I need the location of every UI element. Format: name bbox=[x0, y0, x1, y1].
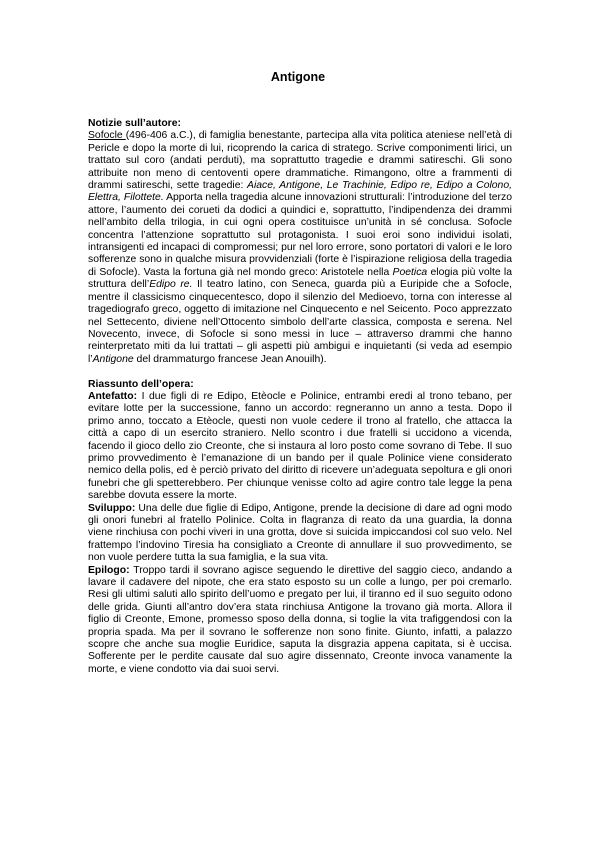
author-name-link[interactable]: Sofocle bbox=[88, 130, 126, 142]
author-paragraph bbox=[88, 130, 512, 366]
epilogo-paragraph bbox=[88, 565, 512, 677]
sviluppo-paragraph bbox=[88, 503, 512, 565]
author-text-e: del drammaturgo francese Jean Anouilh). bbox=[133, 353, 327, 365]
works-list: Aiace, Antigone, Le Trachinie, Edipo re, Edipo a Colono, Elettra, Filottete. bbox=[88, 180, 512, 204]
author-text-c: elogia più volte la struttura dell’ bbox=[88, 266, 512, 291]
summary-heading: Riassunto dell’opera: bbox=[88, 378, 194, 390]
author-heading: Notizie sull’autore: bbox=[88, 118, 181, 129]
section-gap bbox=[88, 366, 512, 378]
poetica-title: Poetica bbox=[392, 266, 428, 278]
antefatto-text: I due figli di re Edipo, Etèocle e Polinice, entrambi eredi al trono tebano, per evitare lotte per la successione, fanno un accordo: regneranno un anno a testa. Dopo il primo anno, toccato a Etèocle, questi non vuole cedere il trono al fratello, che attacca la città a capo di un esercito straniero. Nello scontro i due fratelli si uccidono a vicenda, facendo il gioco dello zio Creonte, che si instaura al loro posto come sovrano di Tebe. Il suo primo provvedimento è l’emanazione di un bando per il quale Polinice viene considerato nemico della polis, ed è perciò privato del diritto di ricevere un’adeguata sepoltura e gli onori funebri che gli spetterebbero. Per chiunque venisse colto ad agire contro tale legge la pena sarebbe dovuta essere la morte. bbox=[88, 390, 512, 502]
document-title: Antigone bbox=[270, 70, 326, 84]
antefatto-label: Antefatto: bbox=[88, 390, 138, 402]
epilogo-text: Troppo tardi il sovrano agisce seguendo le direttive del saggio cieco, andando a lavare il cadavere del nipote, che era stato esposto su un colle a lungo, per poi cremarlo. Resi gli ultimi saluti allo spirito dell’uomo e pregato per lui, il tiranno ed il suo seguito odono delle grida. Giunti all’antro dov’era stata rinchiusa Antigone la trovano già morta. Allora il figlio di Creonte, Emone, promesso sposo della donna, si toglie la vita trafiggendosi con la propria spada. Ma per il sovrano le sofferenze non sono finite. Giunto, infatti, a palazzo scopre che anche sua moglie Euridice, saputa la disgrazia appena capitata, si è uccisa. Sofferente per le perdite causate dal suo agire dissennato, Creonte invoca vanamente la morte, e viene condotto via dai suoi servi. bbox=[88, 564, 512, 675]
author-text-d: Il teatro latino, con Seneca, guarda più a Euripide che a Sofocle, mentre il classicismo cinquecentesco, dopo il silenzio del Medioevo, torna con interesse al tragediografo greco, oggetto di imitazione nel Cinquecento e nel Seicento. Poco apprezzato nel Settecento, diviene nell’Ottocento simbolo dell’arte classica, composta e serena. Nel Novecento, invece, di Sofocle si sono messi in luce – attraverso drammi che hanno reinterpretato miti da lui trattati – gli aspetti più ambigui e inquietanti (si veda ad esempio l’ bbox=[88, 279, 512, 365]
sviluppo-label: Sviluppo: bbox=[88, 502, 136, 514]
edipo-re-title: Edipo re. bbox=[149, 279, 193, 291]
document-body bbox=[88, 118, 512, 676]
sviluppo-text: Una delle due figlie di Edipo, Antigone, prende la decisione di dare ad ogni modo gli onori funebri al fratello Polinice. Colta in flagranza di reato da una guardia, la donna viene rinchiusa con pochi viveri in una grotta, dove si suicida impiccandosi col suo velo. Nel frattempo l’indovino Tiresia ha consigliato a Creonte di annullare il suo provvedimento, se non vuole perdere tutta la sua famiglia, e la sua vita. bbox=[88, 502, 512, 564]
antigone-title: Antigone bbox=[92, 353, 134, 365]
antefatto-paragraph bbox=[88, 391, 512, 503]
epilogo-label: Epilogo: bbox=[88, 564, 130, 576]
author-text-a: (496-406 a.C.), di famiglia benestante, partecipa alla vita politica ateniese nell’età di Pericle e dopo la morte di lui, ricoprendo la carica di stratego. Scrive componimenti lirici, un trattato sul coro (andati perduti), ma soprattutto tragedie e drammi satireschi. Gli sono attribuite non meno di centoventi opere drammatiche. Rimangono, oltre a frammenti di drammi satireschi, sette tragedie: bbox=[88, 130, 513, 192]
author-text-b: Apporta nella tragedia alcune innovazioni strutturali: l’introduzione del terzo attore, l’aumento dei corueti da dodici a quindici e, soprattutto, l’indipendenza dei drammi nell’ambito della trilogia, in cui ogni opera costituisce un’unità in sé conclusa. Sofocle concentra l’attenzione soprattutto sul protagonista. I suoi eroi sono individui isolati, intransigenti ed incapaci di compromessi; pur nel loro errore, sono portatori di valori e le loro sofferenze sono in qualche misura provvidenziali (forte è l’ispirazione religiosa della tragedia di Sofocle). Vasta la fortuna già nel mondo greco: Aristotele nella bbox=[88, 192, 512, 278]
